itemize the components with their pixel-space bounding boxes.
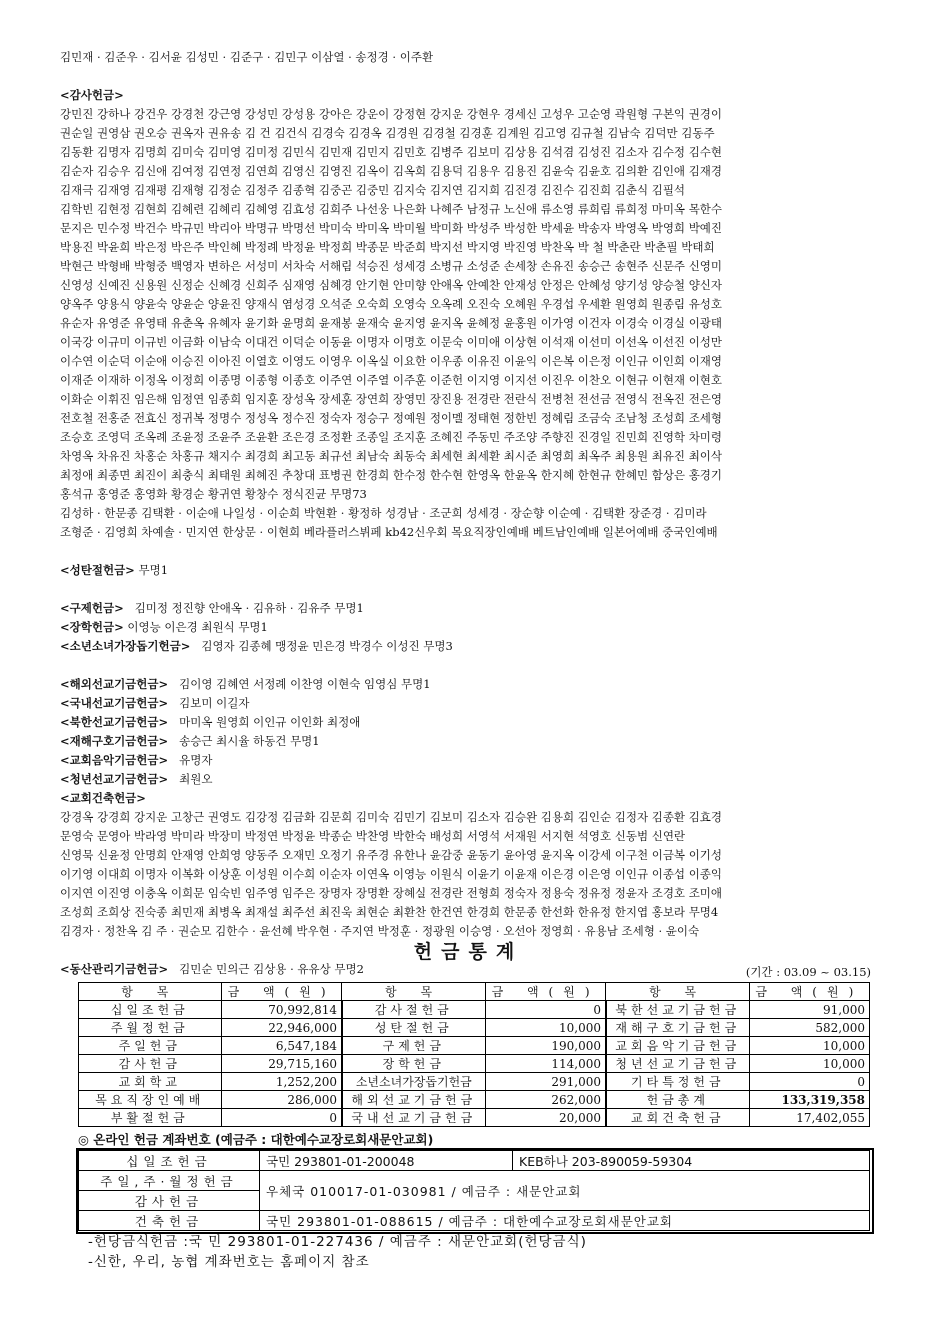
building-line: 신영묵 신윤정 안명희 안재영 안희영 양동주 오재민 오정기 유주경 유한나 윤감중 윤동기 윤아영 윤지옥 이강세 이구천 이금복 이기성: [60, 848, 723, 862]
thanks-line: 양옥주 양용식 양윤숙 양윤순 양윤진 양재식 염성경 오석준 오숙희 오영숙 오옥례 오진숙 오혜원 우경섭 우세환 원영희 원종림 유성호: [60, 297, 723, 311]
stats-amount: 133,319,358: [749, 1091, 869, 1109]
tithe-account-1: 국민 293801-01-200048: [260, 1151, 513, 1171]
scholarship-label: <장학헌금>: [60, 620, 124, 634]
overseas-row: [60, 675, 880, 694]
thanks-line: 차영옥 차유진 차홍순 차홍규 채지수 최경희 최고동 최규선 최남숙 최동숙 최세현 최세환 최시준 최영희 최옥주 최용원 최유진 최이삭: [60, 449, 723, 463]
building-label: <교회건축헌금>: [60, 791, 146, 805]
disaster-row: [60, 732, 880, 751]
thanks-line: 홍석규 홍영준 홍영화 황경순 황귀연 황창수 정식진균 무명73: [60, 487, 367, 501]
stats-item: 장학헌금: [342, 1055, 485, 1073]
christmas-names: 무명1: [138, 563, 169, 577]
account-table: [78, 1150, 870, 1231]
youth-mission-row: [60, 770, 880, 789]
offering-list: [60, 48, 880, 979]
music-row: [60, 751, 880, 770]
stats-row: [79, 1001, 870, 1019]
building-line: 김경자 · 정찬옥 김 주 · 권순모 김한수 · 윤선혜 박우현 · 주지연 박정훈 · 정광원 이승영 · 오선아 정영희 · 유용남 조세형 · 윤이숙: [60, 924, 700, 938]
stats-amount: 10,000: [749, 1037, 869, 1055]
disaster-names: 송승근 최시율 하동건 무명1: [179, 734, 320, 748]
music-label: <교회음악기금헌금>: [60, 753, 169, 767]
youth-disabled-label: <소년소녀가장돕기헌금>: [60, 639, 191, 653]
youth-disabled-row: [60, 637, 880, 656]
header-item: 항 목: [342, 983, 485, 1001]
domestic-row: [60, 694, 880, 713]
stats-amount: 10,000: [485, 1019, 606, 1037]
thanks-line: 유순자 유영준 유영태 유춘옥 유혜자 윤기화 윤명희 윤재봉 윤재숙 윤지영 윤지옥 윤혜정 윤홍원 이가영 이건자 이경숙 이경실 이광태: [60, 316, 723, 330]
note-line: -신한, 우리, 농협 계좌번호는 홈페이지 참조: [88, 1254, 370, 1270]
thanks-line: 문지은 민수정 박건수 박규민 박리아 박명규 박명선 박미숙 박미옥 박미월 박미화 박성주 박성한 박세윤 박송자 박영옥 박영희 박예진: [60, 221, 723, 235]
stats-amount: 20,000: [485, 1109, 606, 1127]
disaster-label: <재해구호기금헌금>: [60, 734, 169, 748]
building-line: 조성희 조희상 진숙종 최민재 최병옥 최재설 최주선 최진욱 최현순 최환찬 한건연 한경희 한문종 한선화 한유정 한지엽 홍보라 무명4: [60, 905, 719, 919]
stats-amount: 0: [221, 1109, 342, 1127]
stats-amount: 22,946,000: [221, 1019, 342, 1037]
stats-item: 감사헌금: [79, 1055, 222, 1073]
stats-amount: 29,715,160: [221, 1055, 342, 1073]
stats-table: [78, 982, 870, 1127]
stats-amount: 0: [749, 1073, 869, 1091]
tithe-label: 십일조헌금: [79, 1151, 260, 1171]
header-amount: 금 액(원): [485, 983, 606, 1001]
header-amount: 금 액(원): [221, 983, 342, 1001]
building-line: 이기영 이대희 이명자 이복화 이상훈 이성원 이수희 이순자 이연옥 이영능 이원식 이윤기 이윤재 이은경 이은영 이인규 이종섭 이종익: [60, 867, 723, 881]
christmas-label: <성탄절헌금>: [60, 563, 135, 577]
thanks-line: 김순자 김승우 김신애 김여정 김연정 김연희 김영신 김영진 김옥이 김옥희 김용덕 김용우 김용진 김윤숙 김윤호 김의환 김인애 김재경: [60, 164, 723, 178]
stats-amount: 17,402,055: [749, 1109, 869, 1127]
stats-row: [79, 1055, 870, 1073]
domestic-label: <국내선교기금헌금>: [60, 696, 169, 710]
overseas-names: 김이영 김혜연 서정례 이찬영 이현숙 임영심 무명1: [179, 677, 431, 691]
stats-row: [79, 1073, 870, 1091]
stats-item: 부활절헌금: [79, 1109, 222, 1127]
thanks-line: 이재준 이재하 이정옥 이정희 이종명 이종형 이종호 이주연 이주열 이주훈 이준헌 이지영 이지선 이진우 이찬오 이현규 이현재 이현호: [60, 373, 723, 387]
stats-item: 성탄절헌금: [342, 1019, 485, 1037]
stats-row: [79, 1037, 870, 1055]
thanks-line: 신영성 신예진 신용원 신정순 신혜경 신희주 심재영 심혜경 안기현 안미향 안애옥 안예찬 안재성 안정은 안혜성 양기성 양승철 양신자: [60, 278, 723, 292]
thanks-line: 김성하 · 한문종 김택환 · 이순애 나일성 · 이순희 박현환 · 황정하 성경남 · 조군희 성세경 · 장순향 이순예 · 김택환 장준경 · 김미라: [60, 506, 707, 520]
youth-mission-names: 최원오: [179, 772, 213, 786]
north-row: [60, 713, 880, 732]
north-label: <북한선교기금헌금>: [60, 715, 169, 729]
stats-body: [79, 1001, 870, 1127]
post-account: 우체국 010017-01-030981 / 예금주 : 새문안교회: [260, 1171, 870, 1211]
scholarship-row: [60, 618, 880, 637]
stats-item: 북한선교기금헌금: [606, 1001, 749, 1019]
scholarship-names: 이영능 이은경 최원식 무명1: [127, 620, 268, 634]
stats-amount: 10,000: [749, 1055, 869, 1073]
stats-amount: 6,547,184: [221, 1037, 342, 1055]
stats-item: 국내선교기금헌금: [342, 1109, 485, 1127]
relief-row: [60, 599, 880, 618]
overseas-label: <해외선교기금헌금>: [60, 677, 169, 691]
online-heading: ◎ 온라인 헌금 계좌번호 (예금주 : 대한예수교장로회새문안교회): [78, 1132, 434, 1147]
stats-item: 청년선교기금헌금: [606, 1055, 749, 1073]
stats-amount: 286,000: [221, 1091, 342, 1109]
building-line: 문영숙 문영아 박라영 박미라 박장미 박정연 박정윤 박종순 박찬영 박한숙 배성희 서영석 서재원 서지현 석영호 신동범 신연란: [60, 829, 686, 843]
property-names: 김민순 민의근 김상용 · 유유상 무명2: [179, 962, 364, 976]
thanks-line: 조형준 · 김영희 차예솔 · 민지연 한상문 · 이현희 베라플러스뷔페 kb42신우회 목요직장인예배 베트남인예배 일본어예배 중국인예배: [60, 525, 718, 539]
stats-amount: 190,000: [485, 1037, 606, 1055]
youth-disabled-names: 김영자 김종혜 맹정윤 민은경 박경수 이성진 무명3: [201, 639, 453, 653]
stats-item: 헌금총계: [606, 1091, 749, 1109]
thanks-offering-label: 감사헌금: [79, 1191, 260, 1211]
note-line: -헌당금식헌금 :국 민 293801-01-227436 / 예금주 : 새문안교회(헌당금식): [88, 1234, 587, 1250]
stats-period: (기간 : 03.09 ~ 03.15): [745, 965, 871, 979]
thanks-line: 조승호 조영덕 조옥례 조윤정 조윤주 조윤환 조은경 조정환 조종일 조지훈 조혜진 주동민 주조양 주향진 진경일 진민희 진영학 차미령: [60, 430, 723, 444]
stats-amount: 291,000: [485, 1073, 606, 1091]
thanks-line: 이수연 이순덕 이순애 이승진 이아진 이열호 이영도 이영우 이옥실 이요한 이우종 이유진 이윤익 이은복 이은정 이인규 이인희 이재영: [60, 354, 723, 368]
building-line: 강경옥 강경희 강지운 고창근 권영도 김강정 김금화 김문희 김미숙 김민기 김보미 김소자 김승완 김용희 김인순 김정자 김종환 김효경: [60, 810, 723, 824]
stats-item: 목요직장인예배: [79, 1091, 222, 1109]
property-label: <동산관리기금헌금>: [60, 962, 169, 976]
top-names: 김민재 · 김준우 · 김서윤 김성민 · 김준구 · 김민구 이삼열 · 송정경 · 이주환: [60, 50, 434, 64]
tithe-account-2: KEB하나 203-890059-59304: [513, 1151, 870, 1171]
thanks-line: 최정애 최종면 최진이 최충식 최태원 최혜진 추창대 표병권 한경희 한수정 한수현 한영옥 한윤옥 한지혜 한현규 한혜민 함상은 홍경기: [60, 468, 723, 482]
stats-amount: 582,000: [749, 1019, 869, 1037]
stats-item: 해외선교기금헌금: [342, 1091, 485, 1109]
relief-names: 김미정 정진향 안애옥 · 김유하 · 김유주 무명1: [134, 601, 364, 615]
stats-item: 감사절헌금: [342, 1001, 485, 1019]
thanks-line: 강민진 강하나 강건우 강경천 강근영 강성민 강성용 강아은 강운이 강정현 강지운 강현우 경세신 고성우 고순영 곽원형 구본익 권경이: [60, 107, 723, 121]
stats-item: 교회학교: [79, 1073, 222, 1091]
header-item: 항 목: [79, 983, 222, 1001]
stats-item: 십일조헌금: [79, 1001, 222, 1019]
stats-item: 주일헌금: [79, 1037, 222, 1055]
stats-item: 소년소녀가장돕기헌금: [342, 1073, 485, 1091]
thanks-line: 김학빈 김현정 김현희 김혜련 김혜리 김혜영 김효성 김희주 나선웅 나은화 나혜주 남정규 노신애 류소영 류희림 류희정 마미옥 목한수: [60, 202, 723, 216]
building-account: 국민 293801-01-088615 / 예금주 : 대한예수교장로회새문안교회: [260, 1211, 870, 1231]
stats-amount: 91,000: [749, 1001, 869, 1019]
stats-title: 헌금통계: [413, 941, 524, 963]
domestic-names: 김보미 이길자: [179, 696, 250, 710]
north-names: 마미옥 원영희 이인규 이인화 최정애: [179, 715, 361, 729]
thanks-line: 박용진 박윤희 박은정 박은주 박인혜 박정례 박정윤 박정희 박종문 박준희 박지선 박지영 박진영 박찬옥 박 철 박춘란 박춘필 박태희: [60, 240, 715, 254]
thanks-line: 김재극 김재영 김재평 김재형 김정순 김정주 김종혁 김중곤 김중민 김지숙 김지연 김지희 김진경 김진수 김진희 김춘식 김필석: [60, 183, 686, 197]
stats-item: 주월정헌금: [79, 1019, 222, 1037]
stats-item: 교회음악기금헌금: [606, 1037, 749, 1055]
stats-header-row: [79, 983, 870, 1001]
stats-item: 교회건축헌금: [606, 1109, 749, 1127]
thanks-label: <감사헌금>: [60, 88, 124, 102]
stats-item: 기타특정헌금: [606, 1073, 749, 1091]
thanks-line: 전호철 전홍준 전효신 정귀복 정명수 정성옥 정수진 정숙자 정승구 정예원 정이멜 정태현 정한빈 정혜림 조금숙 조남청 조성희 조세형: [60, 411, 723, 425]
account-row: [79, 1171, 870, 1191]
stats-row: [79, 1019, 870, 1037]
thanks-line: 이화순 이휘진 임은해 임정연 임종희 임지훈 장성옥 장세훈 장연희 장영민 장진용 전경란 전란식 전병천 전선금 전영식 전옥진 전은영: [60, 392, 723, 406]
header-item: 항 목: [606, 983, 749, 1001]
stats-row: [79, 1109, 870, 1127]
thanks-line: 김동환 김명자 김명희 김미숙 김미영 김미정 김민식 김민재 김민지 김민호 김병주 김보미 김상용 김석겸 김성진 김소자 김수정 김수현: [60, 145, 723, 159]
relief-label: <구제헌금>: [60, 601, 124, 615]
building-line: 이지연 이진영 이충옥 이희문 임숙빈 임주영 임주은 장명자 장명환 장혜실 전경란 전형희 정숙자 정용숙 정유정 정윤자 조경호 조미애: [60, 886, 723, 900]
sunday-label: 주일,주·월정헌금: [79, 1171, 260, 1191]
thanks-line: 박현근 박형배 박형중 백영자 변하은 서성미 서차숙 서해림 석승진 성세경 소병규 소성준 손세창 손유진 송승근 송현주 신문주 신영미: [60, 259, 723, 273]
music-names: 유명자: [179, 753, 213, 767]
stats-amount: 1,252,200: [221, 1073, 342, 1091]
stats-item: 구제헌금: [342, 1037, 485, 1055]
building-names: [60, 808, 880, 941]
stats-amount: 0: [485, 1001, 606, 1019]
stats-row: [79, 1091, 870, 1109]
thanks-names: [60, 105, 880, 542]
thanks-line: 권순일 권영삼 권오승 권옥자 권유송 김 건 김건식 김경숙 김경옥 김경원 김경철 김경훈 김계원 김고영 김규철 김남숙 김덕만 김동주: [60, 126, 715, 140]
youth-mission-label: <청년선교기금헌금>: [60, 772, 169, 786]
stats-amount: 70,992,814: [221, 1001, 342, 1019]
account-row: [79, 1211, 870, 1231]
thanks-line: 이국강 이규미 이규빈 이금화 이남숙 이대건 이덕순 이동윤 이명자 이명호 이문숙 이미애 이상현 이석재 이선미 이선옥 이선진 이성만: [60, 335, 723, 349]
stats-amount: 262,000: [485, 1091, 606, 1109]
account-notes: [88, 1232, 587, 1272]
header-amount: 금 액(원): [749, 983, 869, 1001]
christmas-row: [60, 561, 880, 580]
stats-amount: 114,000: [485, 1055, 606, 1073]
account-row: [79, 1151, 870, 1171]
stats-item: 재해구호기금헌금: [606, 1019, 749, 1037]
building-offering-label: 건축헌금: [79, 1211, 260, 1231]
